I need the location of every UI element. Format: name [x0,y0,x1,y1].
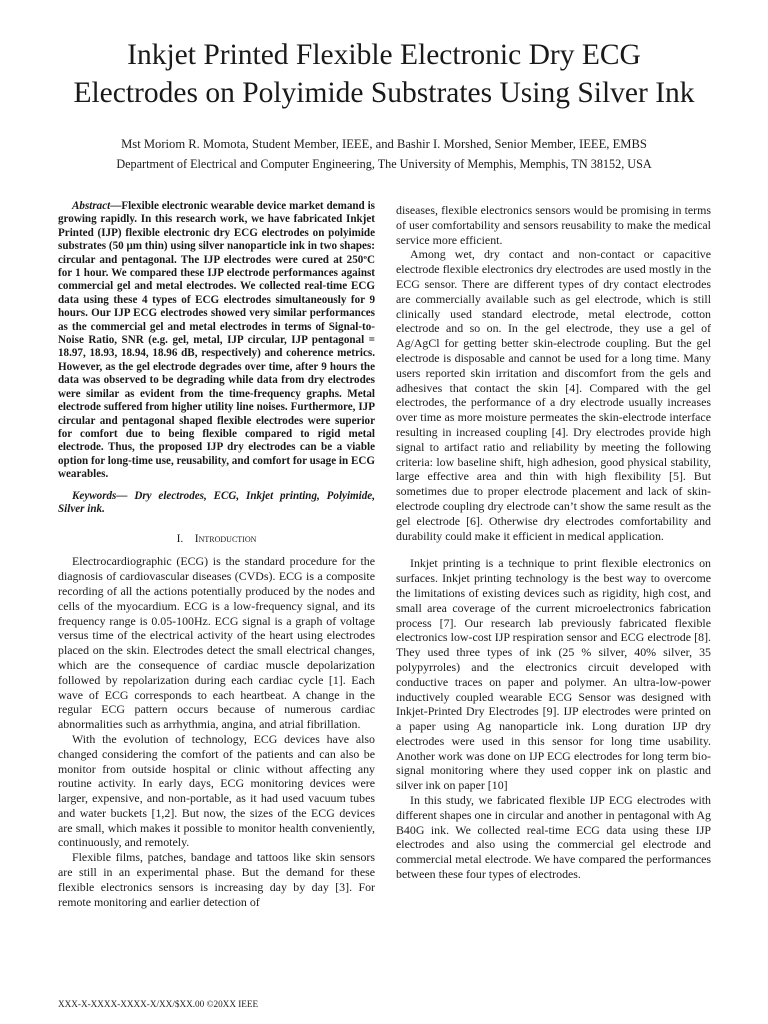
body-paragraph: Flexible films, patches, bandage and tattoos like skin sensors are still in an experimental phase. But the demand for these flexible electronics sensors is increasing day by day [3]. For remote monitoring and earlier detection of [58,850,375,909]
keywords-text: — Dry electrodes, ECG, Inkjet printing, Polyimide, Silver ink. [58,489,375,515]
body-paragraph: With the evolution of technology, ECG devices have also changed considering the comfort of the patients and can also be monitor from outside hospital or clinic without affecting any routine activity. In early days, ECG monitoring devices were larger, expensive, and non-portable, as it had used vacuum tubes and water buckets [1,2]. But now, the sizes of the ECG devices are small, which makes it possible to monitor health conveniently, continuously, and remotely. [58,731,375,850]
abstract [58,200,375,482]
abstract-text: —Flexible electronic wearable device market demand is growing rapidly. In this research work, we have fabricated Inkjet Printed (IJP) flexible electronic dry ECG electrodes on polyimide substrates (50 μm thin) using silver nanoparticle ink in two shapes: circular and pentagonal. The IJP electrodes were cured at 250ºC for 1 hour. We compared these IJP electrode performances against commercial gel and metal electrodes. We collected real-time ECG data using these 4 types of ECG electrodes simultaneously for 9 hours. Our IJP ECG electrodes showed very similar performances as the commercial gel and metal electrodes in terms of Signal-to-Noise Ratio, SNR (e.g. gel, metal, IJP circular, IJP pentagonal = 18.97, 18.93, 18.94, 18.96 dB, respectively) and coherence metrics. However, as the gel electrode degrades over time, after 9 hours the data was observed to be degrading while data from dry electrodes were similar as evident from the time-frequency graphs. Metal electrode suffered from higher utility line noises. Furthermore, IJP circular and pentagonal shaped flexible electrodes were superior for comfort due to being flexible compared to rigid metal electrode. Thus, the proposed IJP dry electrodes can be a viable option for long-time use, reusability, and comfort for usage in ECG wearables. [58,200,375,481]
paper-title [30,36,738,112]
section-heading-introduction [58,532,375,546]
body-paragraph: Electrocardiographic (ECG) is the standard procedure for the diagnosis of cardiovascular diseases (CVDs). ECG is a composite recording of all the actions potentially produced by the nodes and cells of the myocardium. ECG is a low-frequency signal, and its frequency range is 0.05-100Hz. ECG signal is a graph of voltage versus time of the electrical activity of the heart using electrodes placed on the skin. Electrodes detect the small electrical changes, which are the consequence of cardiac muscle depolarization followed by repolarization during each cardiac cycle [1]. Each wave of ECG corresponds to each heartbeat. A change in the regular ECG pattern occurs because of numerous cardiac abnormalities such as arrhythmia, angina, and atrial fibrillation. [58,554,375,732]
body-paragraph: Inkjet printing is a technique to print flexible electronics on surfaces. Inkjet printing technology is the best way to overcome the limitations of existing devices such as rigidity, high cost, and small area coverage of the current microelectronics fabrication process [7]. Our research lab previously fabricated flexible electronics low-cost IJP respiration sensor and ECG electrode [8]. They used three types of ink (25 % silver, 40% silver, 35 polypyrroles) and the electronics circuit developed with conductive traces on paper and polymer. An ultra-low-power inductively coupled wearable ECG Sensor was designed with Inkjet-Printed Dry Electrodes [9]. IJP electrodes were printed on a paper using Ag nanoparticle ink. Long duration IJP dry electrodes were used in this sensor for long time usability. Another work was done on IJP ECG electrodes for long term bio-signal monitoring where they used copper ink on plastic and silver ink on paper [10] [396,556,711,793]
body-paragraph: diseases, flexible electronics sensors would be promising in terms of user comfortability and sensors reusability to make the medical service more efficient. [396,203,711,247]
keywords [58,490,375,517]
title-line-1: Inkjet Printed Flexible Electronic Dry ECG [127,39,641,71]
author-list: Mst Moriom R. Momota, Student Member, IEEE, and Bashir I. Morshed, Senior Member, IEEE, EMBS [121,137,647,151]
section-title: Introduction [194,533,257,546]
left-column [58,200,375,909]
copyright-footer: XXX-X-XXXX-XXXX-X/XX/$XX.00 ©20XX IEEE [58,999,259,1009]
affiliation: Department of Electrical and Computer Engineering, The University of Memphis, Memphis, TN 38152, USA [116,157,652,171]
title-line-2: Electrodes on Polyimide Substrates Using Silver Ink [73,77,695,109]
section-number: I. [176,533,184,546]
body-paragraph: In this study, we fabricated flexible IJP ECG electrodes with different shapes one in circular and another in pentagonal with Ag B40G ink. We collected real-time ECG data using these IJP electrodes and also using the commercial gel electrode and commercial metal electrode. We have compared the performances between these four types of electrodes. [396,793,711,882]
body-paragraph: Among wet, dry contact and non-contact or capacitive electrode flexible electronics dry electrodes are used mostly in the ECG sensor. There are different types of dry contact electrodes are commercially available such as gel electrode, which is still clinically used standard electrode, metal electrode, cotton electrode and so on. In the gel electrode, they use a gel of Ag/AgCl for getting better skin-electrode coupling. But the gel electrode is disposable and cannot be used for a long time. Many users reported skin irritation and discomfort from the gels and adhesives that contact the skin [4]. Compared with the gel electrodes, the performance of a dry electrode usually increases over time as more moisture permeates the skin-electrode interface resulting in increased coupling [4]. Dry electrodes provide high signal to artifact ratio and reliability by meeting the following criteria: low baseline shift, high adhesion, good physical stability, large effective area and thin with high flexibility [5]. But sometimes due to proper electrode placement and lack of skin-electrode coupling dry electrode can’t show the same result as the gel electrode [6]. Otherwise dry electrodes comfortability and durability could make it efficient in medical application. [396,247,711,543]
right-column [396,203,711,882]
abstract-label: Abstract [72,200,111,212]
keywords-label: Keywords [72,489,117,502]
